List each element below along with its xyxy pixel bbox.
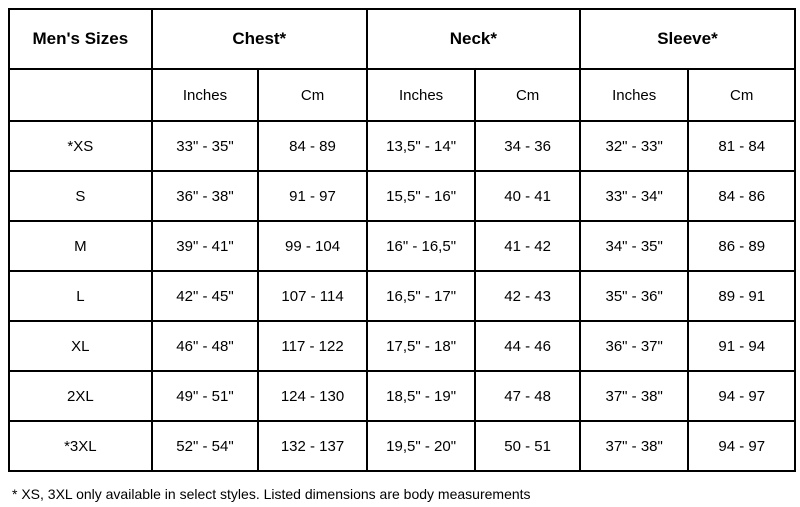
cell-sleeve-cm: 86 - 89: [688, 221, 795, 271]
cell-sleeve-inches: 37" - 38": [580, 371, 689, 421]
unit-row-blank: [9, 69, 152, 121]
cell-neck-cm: 40 - 41: [475, 171, 580, 221]
cell-sleeve-cm: 94 - 97: [688, 371, 795, 421]
cell-chest-inches: 33" - 35": [152, 121, 259, 171]
cell-chest-cm: 91 - 97: [258, 171, 367, 221]
cell-sleeve-cm: 91 - 94: [688, 321, 795, 371]
cell-sleeve-cm: 89 - 91: [688, 271, 795, 321]
cell-chest-inches: 52" - 54": [152, 421, 259, 471]
group-header-neck: Neck*: [367, 9, 580, 69]
table-row: [9, 271, 795, 321]
size-label: M: [9, 221, 152, 271]
cell-sleeve-inches: 34" - 35": [580, 221, 689, 271]
cell-sleeve-inches: 33" - 34": [580, 171, 689, 221]
table-unit-row: [9, 69, 795, 121]
cell-neck-cm: 44 - 46: [475, 321, 580, 371]
cell-neck-inches: 13,5" - 14": [367, 121, 476, 171]
size-label: *3XL: [9, 421, 152, 471]
cell-neck-inches: 16,5" - 17": [367, 271, 476, 321]
cell-sleeve-inches: 32" - 33": [580, 121, 689, 171]
cell-neck-inches: 15,5" - 16": [367, 171, 476, 221]
cell-sleeve-inches: 37" - 38": [580, 421, 689, 471]
table-row: [9, 171, 795, 221]
group-header-sleeve: Sleeve*: [580, 9, 795, 69]
unit-neck-cm: Cm: [475, 69, 580, 121]
table-header-group-row: [9, 9, 795, 69]
cell-neck-cm: 41 - 42: [475, 221, 580, 271]
cell-sleeve-cm: 81 - 84: [688, 121, 795, 171]
footnote: * XS, 3XL only available in select styles. Listed dimensions are body measurements: [12, 486, 531, 502]
unit-chest-cm: Cm: [258, 69, 367, 121]
cell-chest-cm: 124 - 130: [258, 371, 367, 421]
cell-chest-inches: 39" - 41": [152, 221, 259, 271]
cell-sleeve-inches: 35" - 36": [580, 271, 689, 321]
cell-sleeve-cm: 84 - 86: [688, 171, 795, 221]
mens-size-chart-table: [8, 8, 796, 472]
table-row: [9, 421, 795, 471]
cell-sleeve-inches: 36" - 37": [580, 321, 689, 371]
size-label: XL: [9, 321, 152, 371]
cell-neck-cm: 34 - 36: [475, 121, 580, 171]
cell-chest-cm: 132 - 137: [258, 421, 367, 471]
cell-neck-cm: 42 - 43: [475, 271, 580, 321]
unit-sleeve-cm: Cm: [688, 69, 795, 121]
table-row: [9, 121, 795, 171]
table-row: [9, 221, 795, 271]
cell-chest-inches: 49" - 51": [152, 371, 259, 421]
unit-sleeve-inches: Inches: [580, 69, 689, 121]
cell-chest-cm: 107 - 114: [258, 271, 367, 321]
unit-neck-inches: Inches: [367, 69, 476, 121]
cell-chest-inches: 36" - 38": [152, 171, 259, 221]
size-label: 2XL: [9, 371, 152, 421]
size-label: *XS: [9, 121, 152, 171]
size-label: S: [9, 171, 152, 221]
cell-chest-cm: 99 - 104: [258, 221, 367, 271]
cell-sleeve-cm: 94 - 97: [688, 421, 795, 471]
size-label: L: [9, 271, 152, 321]
cell-neck-cm: 47 - 48: [475, 371, 580, 421]
unit-chest-inches: Inches: [152, 69, 259, 121]
cell-neck-inches: 19,5" - 20": [367, 421, 476, 471]
group-header-chest: Chest*: [152, 9, 367, 69]
table-row: [9, 371, 795, 421]
cell-chest-inches: 46" - 48": [152, 321, 259, 371]
size-chart-page: [0, 8, 800, 507]
corner-header: Men's Sizes: [9, 9, 152, 69]
cell-chest-cm: 84 - 89: [258, 121, 367, 171]
cell-chest-cm: 117 - 122: [258, 321, 367, 371]
cell-neck-inches: 18,5" - 19": [367, 371, 476, 421]
table-row: [9, 321, 795, 371]
cell-neck-cm: 50 - 51: [475, 421, 580, 471]
cell-chest-inches: 42" - 45": [152, 271, 259, 321]
cell-neck-inches: 16" - 16,5": [367, 221, 476, 271]
cell-neck-inches: 17,5" - 18": [367, 321, 476, 371]
